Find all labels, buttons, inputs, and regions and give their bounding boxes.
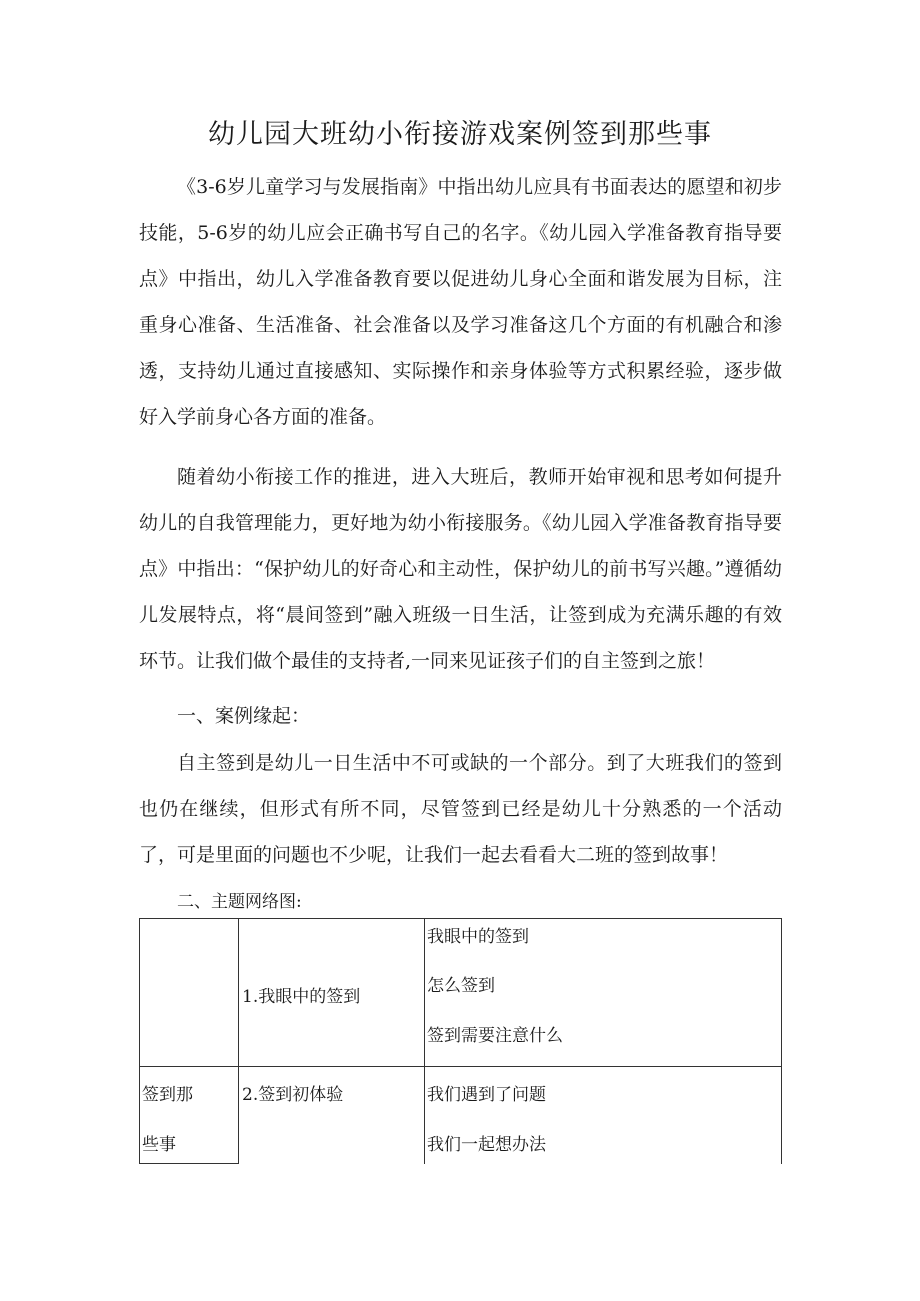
branch-2-item-2: 我们一起想办法 [427,1135,546,1155]
paragraph-intro: 《3-6岁儿童学习与发展指南》中指出幼儿应具有书面表达的愿望和初步技能，5-6岁的幼儿应会正确书写自己的名字。《幼儿园入学准备教育指导要点》中指出，幼儿入学准备教育要以促进幼儿身心全面和谐发展为目标，注重身心准备、生活准备、社会准备以及学习准备这几个方面的有机融合和渗透，支持幼儿通过直接感知、实际操作和亲身体验等方式积累经验，逐步做好入学前身心各方面的准备。 [139,176,782,428]
table-border-left [139,918,140,1164]
root-topic-line-1: 签到那 [142,1085,193,1105]
table-col-divider-2 [424,918,425,1164]
section-heading-network: 二、主题网络图: [177,892,302,912]
paragraph-background: 随着幼小衔接工作的推进，进入大班后，教师开始审视和思考如何提升幼儿的自我管理能力，更好地为幼小衔接服务。《幼儿园入学准备教育指导要点》中指出：“保护幼儿的好奇心和主动性，保护幼儿的前书写兴趣。”遵循幼儿发展特点，将“晨间签到”融入班级一日生活，让签到成为充满乐趣的有效环节。让我们做个最佳的支持者,一同来见证孩子们的自主签到之旅！ [139,466,782,672]
branch-label-2: 2.签到初体验 [242,1085,344,1105]
table-row-divider [139,1066,782,1067]
branch-1-item-2: 怎么签到 [427,976,495,996]
branch-1-item-1: 我眼中的签到 [427,927,529,947]
branch-2-item-1: 我们遇到了问题 [427,1085,546,1105]
section-heading-origin: 一、案例缘起： [177,705,311,727]
table-border-right [781,918,782,1164]
paragraph-origin: 自主签到是幼儿一日生活中不可或缺的一个部分。到了大班我们的签到也仍在继续，但形式有所不同，尽管签到已经是幼儿十分熟悉的一个活动了，可是里面的问题也不少呢，让我们一起去看看大二班的签到故事！ [139,752,782,866]
document-title: 幼儿园大班幼小衔接游戏案例签到那些事 [208,119,712,150]
table-border-top [139,918,782,919]
root-topic-line-2: 些事 [142,1135,176,1155]
branch-label-1: 1.我眼中的签到 [242,987,361,1007]
branch-1-item-3: 签到需要注意什么 [427,1026,563,1046]
table-border-bottom-root [139,1163,239,1164]
table-col-divider-1 [238,918,239,1164]
theme-network-table [139,918,782,1164]
